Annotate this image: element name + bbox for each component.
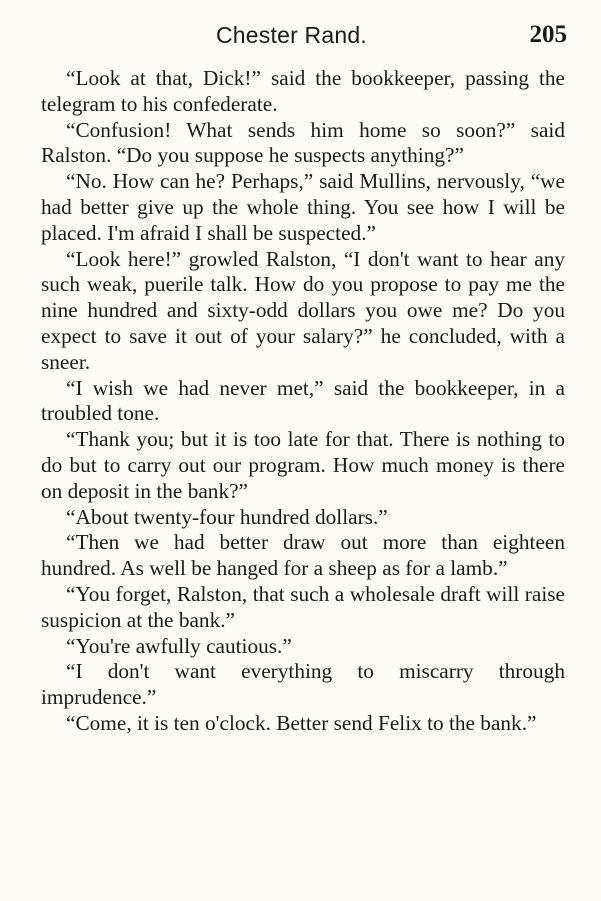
paragraph-6: “Thank you; but it is too late for that. There is nothing to do but to carry out our program. How much money is there on deposit in the bank?” [41, 427, 565, 503]
paragraph-10: “You're awfully cautious.” [66, 633, 292, 658]
paragraph-4: “Look here!” growled Ralston, “I don't want to hear any such weak, puerile talk. How do you propose to pay me the nine hundred and sixty-odd dollars you owe me? Do you expect to save it out of your salary?” he concluded, with a sneer. [41, 246, 565, 374]
page-number: 205 [529, 21, 567, 48]
paragraph-1: “Look at that, Dick!” said the bookkeeper, passing the telegram to his confederate. [41, 66, 565, 116]
body-text [41, 66, 565, 737]
running-title: Chester Rand. [216, 22, 367, 48]
paragraph-5: “I wish we had never met,” said the bookkeeper, in a troubled tone. [41, 375, 565, 426]
paragraph-11: “I don't want everything to miscarry through imprudence.” [41, 659, 565, 710]
paragraph-2: “Confusion! What sends him home so soon?” said Ralston. “Do you suppose he suspects anything?” [41, 117, 565, 168]
paragraph-9: “You forget, Ralston, that such a wholesale draft will raise suspicion at the bank.” [41, 581, 565, 632]
paragraph-3: “No. How can he? Perhaps,” said Mullins, nervously, “we had better give up the whole thing. You see how I will be placed. I'm afraid I shall be suspected.” [41, 169, 565, 245]
paragraph-7: “About twenty-four hundred dollars.” [66, 504, 388, 529]
paragraph-8: “Then we had better draw out more than eighteen hundred. As well be hanged for a sheep as for a lamb.” [41, 530, 565, 581]
paragraph-12: “Come, it is ten o'clock. Better send Felix to the bank.” [66, 710, 537, 735]
page-header [0, 22, 601, 52]
